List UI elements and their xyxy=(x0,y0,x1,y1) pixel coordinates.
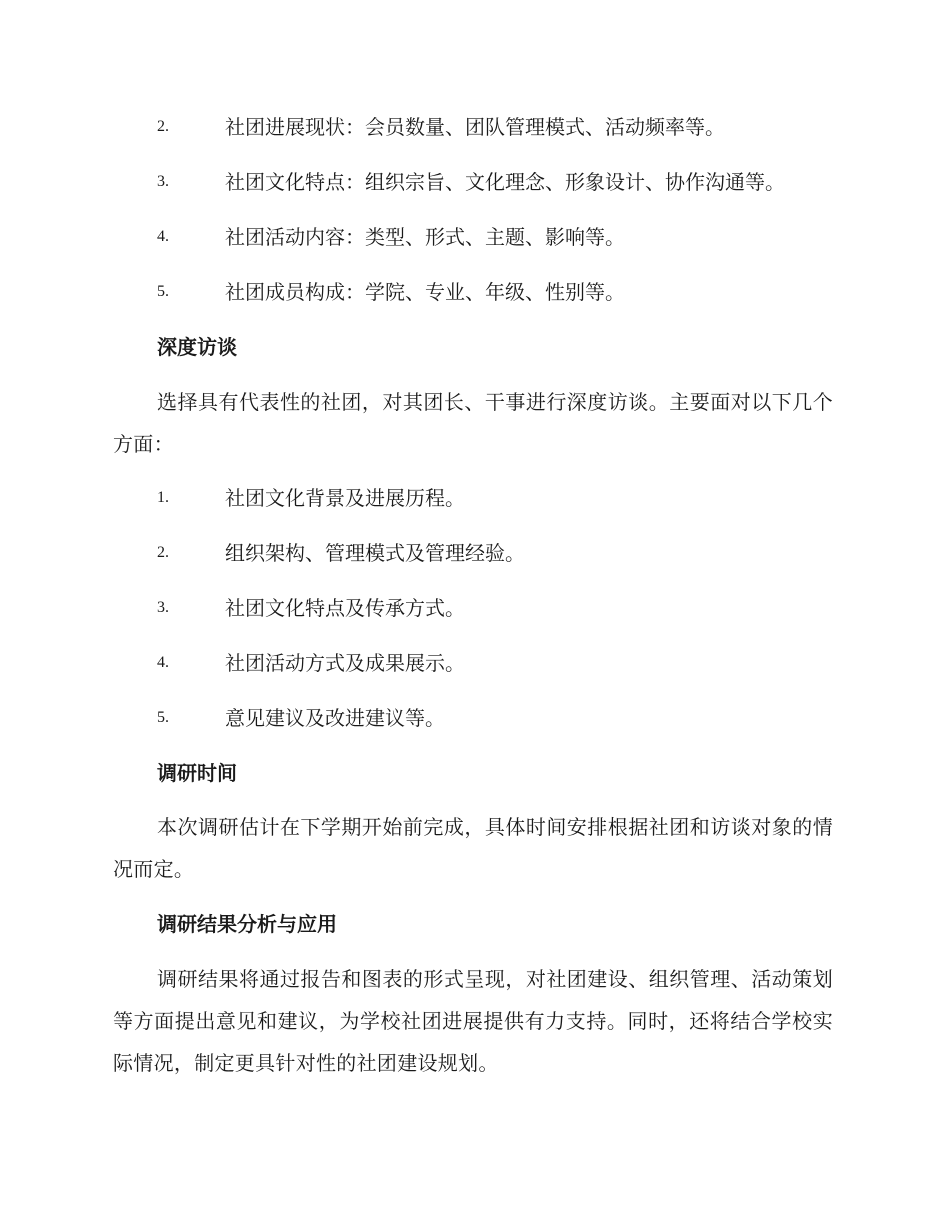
list-item-number: 5. xyxy=(157,709,169,726)
list-item-number: 4. xyxy=(157,228,169,245)
list-item-text: 社团文化特点及传承方式。 xyxy=(225,596,465,620)
list-item-text: 组织架构、管理模式及管理经验。 xyxy=(225,541,525,565)
list-item-text: 社团活动内容：类型、形式、主题、影响等。 xyxy=(225,225,625,249)
section-heading-interview: 深度访谈 xyxy=(157,335,237,359)
interview-intro-paragraph: 选择具有代表性的社团，对其团长、干事进行深度访谈。主要面对以下几个方面： xyxy=(113,390,833,456)
list-item-text: 意见建议及改进建议等。 xyxy=(225,706,445,730)
list-item-number: 2. xyxy=(157,118,169,135)
list-item-number: 1. xyxy=(157,489,169,506)
list-item xyxy=(0,167,950,197)
list-item xyxy=(0,277,950,307)
list-item-number: 3. xyxy=(157,599,169,616)
list-item xyxy=(0,703,950,733)
list-item-text: 社团文化特点：组织宗旨、文化理念、形象设计、协作沟通等。 xyxy=(225,170,785,194)
list-item xyxy=(0,112,950,142)
list-item xyxy=(0,483,950,513)
section-heading-results: 调研结果分析与应用 xyxy=(157,912,337,936)
list-item-number: 3. xyxy=(157,173,169,190)
section-heading-time: 调研时间 xyxy=(157,761,237,785)
list-item xyxy=(0,648,950,678)
list-item-number: 4. xyxy=(157,654,169,671)
list-item xyxy=(0,222,950,252)
list-item-text: 社团成员构成：学院、专业、年级、性别等。 xyxy=(225,280,625,304)
list-item-text: 社团活动方式及成果展示。 xyxy=(225,651,465,675)
list-item xyxy=(0,593,950,623)
list-item xyxy=(0,538,950,568)
list-item-number: 5. xyxy=(157,283,169,300)
results-paragraph: 调研结果将通过报告和图表的形式呈现，对社团建设、组织管理、活动策划等方面提出意见和建议，为学校社团进展提供有力支持。同时，还将结合学校实际情况，制定更具针对性的社团建设规划。 xyxy=(113,967,833,1075)
list-item-text: 社团进展现状：会员数量、团队管理模式、活动频率等。 xyxy=(225,115,725,139)
time-paragraph: 本次调研估计在下学期开始前完成，具体时间安排根据社团和访谈对象的情况而定。 xyxy=(113,815,833,881)
list-item-text: 社团文化背景及进展历程。 xyxy=(225,486,465,510)
list-item-number: 2. xyxy=(157,544,169,561)
